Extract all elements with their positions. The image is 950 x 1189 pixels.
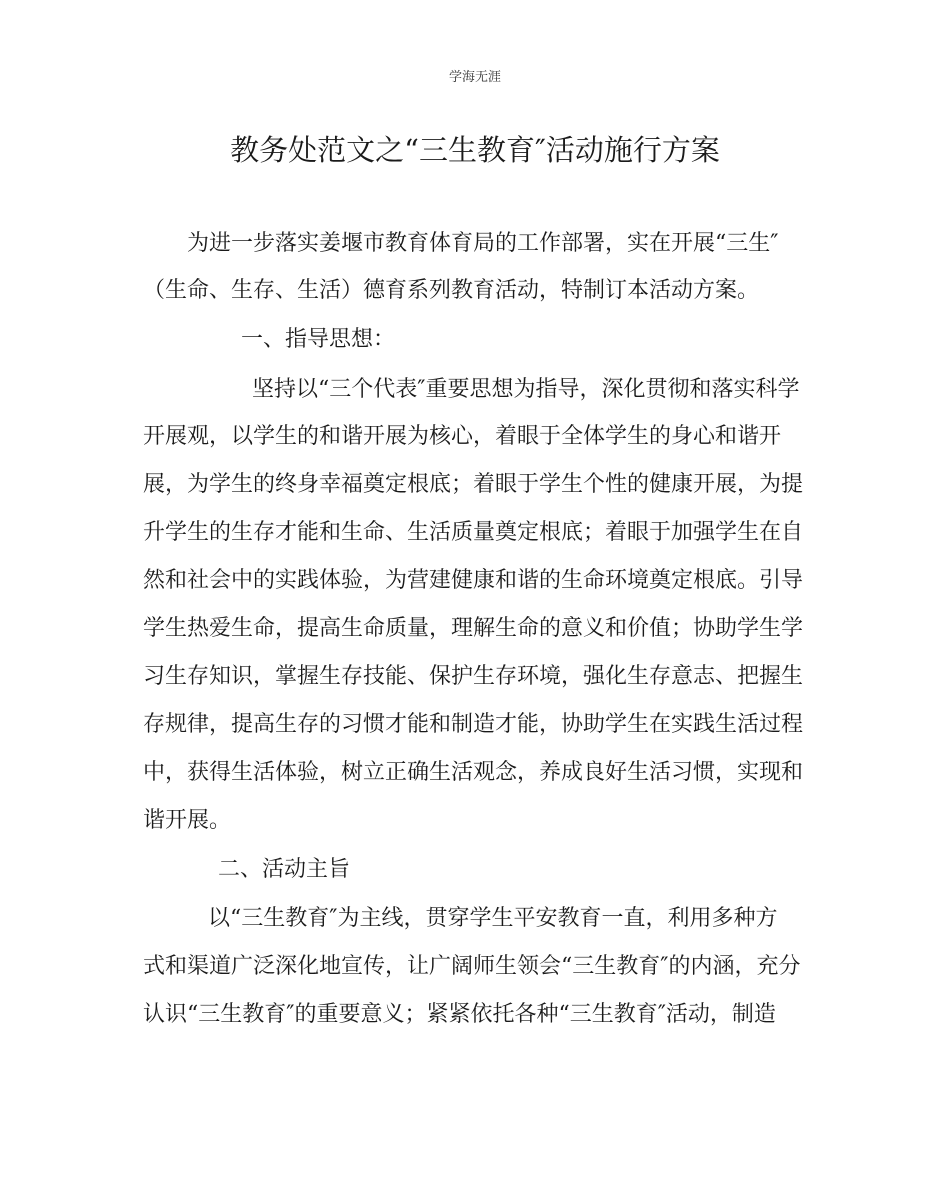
- document-title: 教务处范文之“三生教育″活动施行方案: [230, 133, 720, 167]
- section2-line: 式和渠道广泛深化地宣传，让广阔师生领会“三生教育″的内涵，充分: [143, 954, 801, 979]
- intro-line-1: 为进一步落实姜堰市教育体育局的工作部署，实在开展“三生″: [187, 231, 779, 256]
- section2-heading: 二、活动主旨: [218, 857, 351, 882]
- section1-line: 学生热爱生命，提高生命质量，理解生命的意义和价值；协助学生学: [143, 616, 804, 641]
- section1-line: 开展观，以学生的和谐开展为核心，着眼于全体学生的身心和谐开: [143, 424, 782, 449]
- section1-line: 升学生的生存才能和生命、生活质量奠定根底；着眼于加强学生在自: [143, 520, 804, 545]
- section1-line: 谐开展。: [143, 808, 232, 833]
- section1-line: 然和社会中的实践体验，为营建健康和谐的生命环境奠定根底。引导: [143, 568, 804, 593]
- section1-line: 坚持以“三个代表″重要思想为指导，深化贯彻和落实科学: [252, 377, 800, 402]
- section1-line: 习生存知识，掌握生存技能、保护生存环境，强化生存意志、把握生: [143, 664, 804, 689]
- section1-line: 存规律，提高生存的习惯才能和制造才能，协助学生在实践生活过程: [143, 712, 804, 737]
- intro-line-2: （生命、生存、生活）德育系列教育活动，特制订本活动方案。: [143, 278, 760, 303]
- section1-line: 展，为学生的终身幸福奠定根底；着眼于学生个性的健康开展，为提: [143, 472, 804, 497]
- section1-heading: 一、指导思想：: [241, 327, 396, 352]
- section1-line: 中，获得生活体验，树立正确生活观念，养成良好生活习惯，实现和: [143, 760, 804, 785]
- page-header: 学海无涯: [448, 70, 501, 85]
- section2-line: 以“三生教育″为主线，贯穿学生平安教育一直，利用多种方: [208, 906, 778, 931]
- section2-line: 认识“三生教育″的重要意义；紧紧依托各种“三生教育″活动，制造: [143, 1002, 776, 1027]
